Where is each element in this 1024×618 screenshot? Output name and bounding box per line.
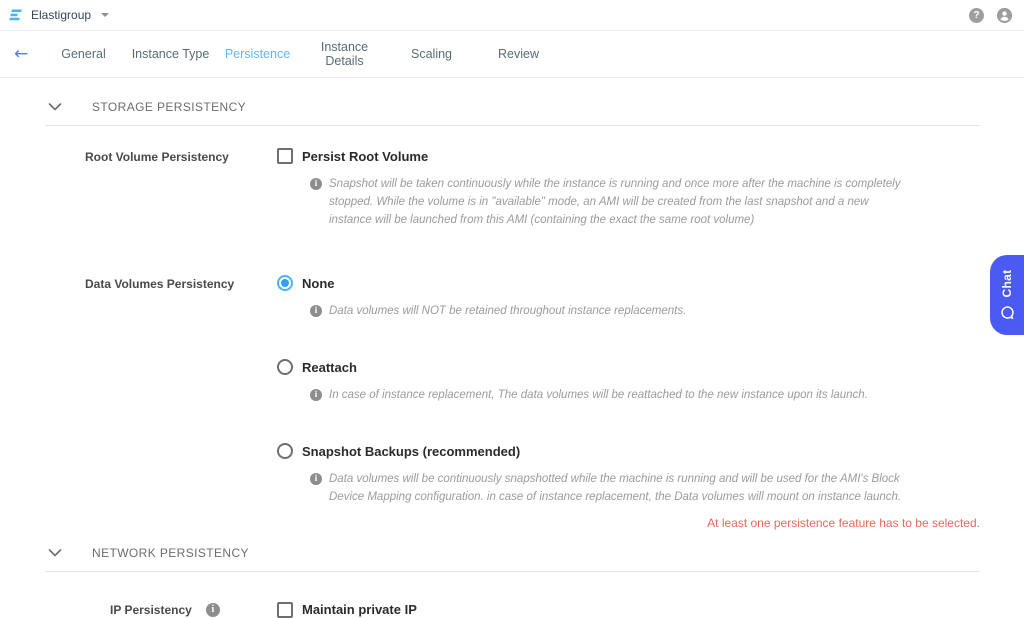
none-radio-label[interactable]: None (302, 275, 335, 291)
root-volume-info-text: Snapshot will be taken continuously while the instance is running and once more after the machine is completely stopped. While the volume is in "available" mode, an AMI will be created from the last snapshot and a new instance will be launched from this AMI (containing the exact the same root volume) (329, 178, 901, 226)
collapse-chevron-icon[interactable] (48, 103, 62, 111)
network-section-title: NETWORK PERSISTENCY (92, 545, 249, 560)
info-icon: i (310, 389, 322, 401)
elastigroup-brand-menu[interactable] (8, 7, 109, 23)
help-icon[interactable]: ? (969, 8, 984, 23)
reattach-radio-label[interactable]: Reattach (302, 359, 357, 375)
brand-name: Elastigroup (31, 8, 92, 22)
maintain-private-ip-checkbox-label[interactable]: Maintain private IP (302, 602, 417, 618)
info-icon: i (310, 473, 322, 485)
validation-message: At least one persistence feature has to be selected. (707, 516, 980, 530)
account-icon[interactable] (997, 8, 1012, 23)
network-section-header (40, 545, 1024, 561)
data-volumes-row (40, 275, 1024, 506)
persistence-form (0, 99, 1024, 618)
storage-section-header (40, 99, 1024, 115)
snapshot-backups-info-text: Data volumes will be continuously snapshotted while the machine is running and will be used for the AMI's Block Device Mapping configuration. in case of instance replacement, the Data volumes will mount on instance launch. (329, 473, 902, 503)
info-icon[interactable]: i (206, 603, 220, 617)
tab-persistence[interactable]: Persistence (224, 47, 291, 61)
data-volumes-option-reattach (277, 359, 1024, 405)
reattach-info-text: In case of instance replacement, The data volumes will be reattached to the new instance upon its launch. (329, 389, 868, 402)
chevron-down-icon (101, 13, 109, 17)
elastigroup-logo-icon (8, 7, 24, 23)
ip-persistency-row (40, 602, 1024, 618)
root-volume-label: Root Volume Persistency (85, 150, 229, 164)
root-volume-row (40, 148, 1024, 229)
reattach-radio[interactable] (277, 359, 293, 375)
tab-review[interactable]: Review (498, 47, 539, 61)
snapshot-backups-radio[interactable] (277, 443, 293, 459)
chat-button[interactable] (990, 255, 1024, 335)
data-volumes-option-none (277, 275, 1024, 321)
persist-root-volume-checkbox[interactable] (277, 148, 293, 164)
storage-section-title: STORAGE PERSISTENCY (92, 100, 247, 114)
wizard-tab-bar (0, 31, 1024, 78)
data-volumes-label: Data Volumes Persistency (85, 277, 235, 292)
info-icon: i (310, 178, 322, 190)
info-icon: i (310, 305, 322, 317)
chat-bubble-icon (1000, 305, 1015, 320)
collapse-chevron-icon[interactable] (48, 549, 62, 557)
section-divider (45, 125, 980, 126)
top-bar (0, 0, 1024, 31)
tab-general[interactable]: General (61, 47, 106, 61)
section-divider (45, 571, 980, 572)
none-info-text: Data volumes will NOT be retained throughout instance replacements. (329, 305, 687, 318)
persist-root-volume-checkbox-label[interactable]: Persist Root Volume (302, 148, 429, 164)
data-volumes-option-snapshot-backups (277, 443, 1024, 507)
tab-instance-type[interactable]: Instance Type (131, 47, 210, 61)
tab-instance-details[interactable]: Instance Details (320, 40, 369, 68)
chat-label: Chat (1000, 269, 1014, 298)
ip-persistency-label: IP Persistency (110, 602, 192, 617)
none-radio[interactable] (277, 275, 293, 291)
snapshot-backups-radio-label[interactable]: Snapshot Backups (recommended) (302, 443, 521, 459)
tab-scaling[interactable]: Scaling (411, 47, 452, 61)
maintain-private-ip-checkbox[interactable] (277, 602, 293, 618)
back-arrow-icon[interactable]: ← (14, 43, 29, 64)
